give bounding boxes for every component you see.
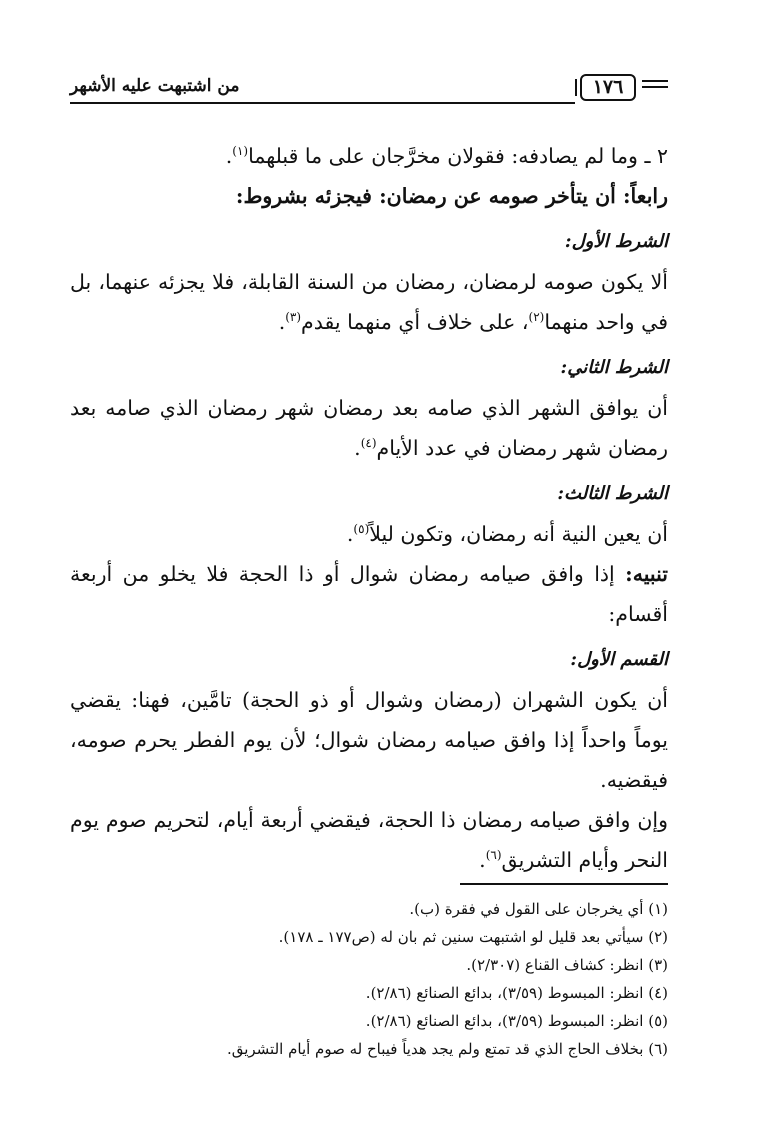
footnote-4: (٤) انظر: المبسوط (٣/٥٩)، بدائع الصنائع (٢/٨٦).	[365, 984, 668, 1002]
footnote-2: (٢) سيأتي بعد قليل لو اشتبهت سنين ثم بان له (ص١٧٧ ـ ١٧٨).	[278, 928, 668, 946]
condition-3-heading: الشرط الثالث:	[557, 483, 668, 504]
condition-3-text: أن يعين النية أنه رمضان، وتكون ليلاً$^{(٥)}$.	[346, 522, 668, 546]
footnote-ref-4[interactable]: (٤)	[360, 436, 377, 451]
paragraph-case-2: ٢ ـ وما لم يصادفه: فقولان مخرَّجان على ما قبلهما$^{(١)}$.	[225, 144, 668, 168]
footnote-ref-2[interactable]: (٢)	[528, 310, 545, 325]
footnote-ref-5[interactable]: (٥)	[353, 522, 370, 537]
condition-2-heading: الشرط الثاني:	[560, 357, 668, 378]
footnote-separator	[460, 883, 668, 885]
condition-1-heading: الشرط الأول:	[564, 231, 668, 252]
qism-1-text: أن يكون الشهران (رمضان وشوال أو ذو الحجة) تامَّين، فهنا: يقضي يوماً واحداً إذا وافق صيامه رمضان شوال؛ لأن يوم الفطر يحرم صومه، فيقضيه.	[70, 688, 668, 792]
footnotes	[120, 895, 668, 1063]
footnote-1: (١) أي يخرجان على القول في فقرة (ب).	[409, 900, 668, 918]
page-header	[70, 68, 668, 110]
qism-1-text-2: وإن وافق صيامه رمضان ذا الحجة، فيقضي أربعة أيام، لتحريم صوم يوم النحر وأيام التشريق$^{(٦)}$.	[70, 808, 668, 872]
footnote-ref-6[interactable]: (٦)	[485, 848, 502, 863]
tanbih-paragraph: تنبيه: إذا وافق صيامه رمضان شوال أو ذا الحجة فلا يخلو من أربعة أقسام:	[70, 562, 668, 626]
page-number: ١٧٦	[580, 74, 636, 101]
condition-1-text: ألا يكون صومه لرمضان، رمضان من السنة القابلة، فلا يجزئه عنهما، بل في واحد منهما$^{(٢)}$، على خلاف أي منهما يقدم$^{(٣)}$.	[70, 270, 668, 334]
footnote-6: (٦) بخلاف الحاج الذي قد تمتع ولم يجد هدياً فيباح له صوم أيام التشريق.	[226, 1040, 668, 1058]
running-title: من اشتبهت عليه الأشهر	[70, 76, 240, 96]
footnote-ref-3[interactable]: (٣)	[285, 310, 302, 325]
footnote-ref-1[interactable]: (١)	[232, 144, 249, 159]
footnote-3: (٣) انظر: كشاف القناع (٢/٣٠٧).	[466, 956, 668, 974]
header-ornament	[642, 80, 668, 90]
main-text	[70, 136, 668, 880]
header-rule	[70, 102, 575, 104]
section-rabi: رابعاً: أن يتأخر صومه عن رمضان: فيجزئه بشروط:	[235, 184, 668, 208]
qism-1-heading: القسم الأول:	[570, 649, 668, 670]
footnote-5: (٥) انظر: المبسوط (٣/٥٩)، بدائع الصنائع (٢/٨٦).	[365, 1012, 668, 1030]
condition-2-text: أن يوافق الشهر الذي صامه بعد رمضان شهر رمضان الذي صامه بعد رمضان شهر رمضان في عدد الأيام$^{(٤)}$.	[70, 396, 668, 460]
tanbih-label: تنبيه:	[625, 562, 668, 586]
